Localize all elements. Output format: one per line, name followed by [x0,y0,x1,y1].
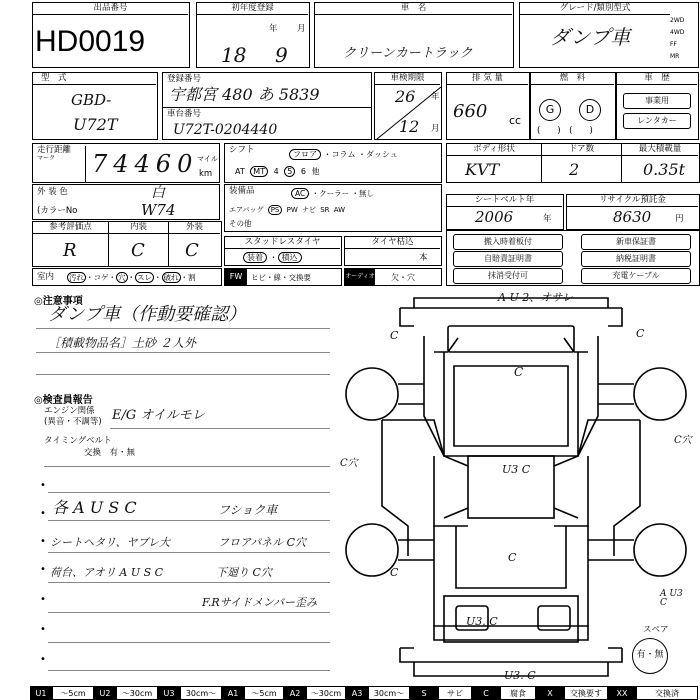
dmg-hole: 穴 [118,273,126,282]
fuel-label: 燃 料 [531,73,614,85]
legend-val-5: 30cm～ [368,686,410,700]
equip-other: その他 [229,219,252,228]
shift-floor: フロア [289,149,321,160]
insp-item-1-left: 各 A U S C [52,498,137,517]
insp-item-3-right: 下廻り C穴 [216,566,272,579]
legend-code-4: A2 [284,686,306,700]
interior-damage-items: 汚れ ・コゲ・ 穴 ・ スレ ・ 破れ ・割 [69,273,196,282]
insp-rule-2 [48,520,330,521]
exterior-color: 白 [151,185,165,201]
insp-item-2-right: フロアパネル C穴 [218,536,307,549]
mileage: 74460 [92,150,199,178]
model-code: GBD- [71,91,112,109]
score: R [63,240,77,261]
doc-cable: 充電ケーブル [581,268,691,284]
legend-val-4: ～30cm [306,686,346,700]
shift-column: コラム [331,150,356,159]
exterior-grade: C [185,240,199,261]
fuel-option-d [579,99,601,121]
exterior-grade-label: 外装 [168,222,220,234]
fw-line: 線 [273,273,281,282]
mark-left-hole: C穴 [340,458,358,469]
lot-number-label: 出品番号 [33,3,188,15]
body-type: KVT [465,160,500,179]
timing-label-2: 交換 有・無 [84,448,136,458]
engine-label: エンジン関係 [44,406,95,416]
insp-rule-6 [48,642,330,643]
mark-rear-right: A U3 C [660,589,683,608]
max-load: 0.35t [643,160,686,179]
insp-bullet-0: • [40,480,46,491]
doc-plate: 搬入時着板付 [453,234,563,250]
legend-code-0: U1 [30,686,52,700]
displacement-box [446,72,530,140]
first-registration-label: 初年度登録 [197,3,308,15]
audio-box [344,268,442,286]
shift-dash: ダッシュ [366,150,398,159]
studless-options: 装着 ・ 積込 [243,252,302,263]
legend-code-7: C [472,686,500,700]
chassis-no: U72T-0204440 [173,122,278,138]
legend-code-1: U2 [94,686,116,700]
shift-6: 6 [300,167,307,176]
insp-rule-5 [48,612,330,613]
notes-title: ◎注意事項 [34,296,83,307]
legend-code-3: A1 [222,686,244,700]
fw-label: FW [225,269,247,285]
seat-belt-box [446,194,564,230]
grade-box [519,2,699,68]
recycle-unit: 円 [675,214,684,224]
audio-hole: 穴 [407,273,415,282]
inspection-month: 12 [399,117,420,136]
displacement-label: 排 気 量 [447,73,528,85]
spare-value: 有・無 [636,650,664,660]
color-no-label: (カラーNo [37,206,78,216]
legend-val-6: サビ [438,686,472,700]
legend-val-8: 交換要す [564,686,608,700]
dmg-scuff: スレ [137,273,152,282]
studless-loaded: 積込 [278,252,302,263]
insp-item-1-right: フショク車 [218,503,278,517]
shift-other: 他 [311,167,320,176]
insp-item-2-left: シートヘタリ、ヤブレ大 [50,536,171,549]
score-divider-1 [108,234,109,266]
shift-at: AT [235,167,245,176]
interior-damage-box [32,268,222,286]
audio-missing: 欠 [391,273,399,282]
displacement: 660 [453,101,488,122]
studless-box [224,236,342,266]
fuel-paren: ( ) ( ) [537,126,593,136]
drive-mr: MR [670,53,680,60]
mark-rear-bumper: U3. C [504,669,536,682]
history-business: 事業用 [623,93,691,109]
inspector-list [40,470,340,650]
recycle-box [566,194,700,230]
grade: ダンプ車 [550,25,631,49]
tire-value: 本 [419,253,428,263]
drive-4wd: 4WD [670,29,685,36]
legend-code-2: U3 [158,686,180,700]
legend-val-2: 30cm～ [180,686,222,700]
doors: 2 [569,160,580,179]
model-label: 型 式 [33,73,156,85]
body-type-label: ボディ形状 [447,144,541,156]
mileage-digits [85,146,199,182]
doors-label: ドア数 [541,144,621,156]
reg-no: 宇都宮 480 あ 5839 [169,85,320,104]
max-load-label: 最大積載量 [621,144,698,156]
shift-label: シフト [229,145,255,155]
legend-val-0: ～5cm [52,686,94,700]
mileage-label: 走行距離 [37,145,72,155]
equip-ac: AC [291,188,309,199]
grade-label: グレード/類別型式 [520,3,670,15]
notes-rule-3 [36,374,330,375]
shift-mt: MT [250,166,268,177]
month-unit: 月 [297,24,306,34]
equip-ps: PS [268,205,283,215]
shift-box [224,143,442,183]
notes-line-1: ダンプ車（作動要確認） [48,304,247,325]
insp-item-3-left: 荷台、アオリ A U S C [50,566,164,579]
legend-val-9: 交換済 [636,686,698,700]
legend-code-5: A3 [346,686,368,700]
exterior-color-box [32,184,220,220]
insp-bullet-2: • [40,536,46,547]
fuel-box [530,72,616,140]
insp-rule-1 [48,492,330,493]
equipment-label: 装備品 [229,186,255,196]
body-type-box [446,143,700,183]
reg-no-label: 登録番号 [167,74,202,84]
first-reg-year: 18 [221,43,247,67]
score-box [32,221,222,267]
equip-airbag: エアバッグ [229,206,264,214]
car-name: クリーンカートラック [343,46,473,61]
insp-bullet-6: • [40,654,46,665]
equip-aw: AW [333,206,346,214]
equip-items-row [229,205,345,215]
fuel-d-text: D [585,103,595,116]
insp-bullet-4: • [40,594,46,605]
doc-cancel: 抹消受付可 [453,268,563,284]
score-divider-2 [168,234,169,266]
inspection-year: 26 [395,87,416,106]
equip-navi: ナビ [301,206,316,214]
recycle-label: リサイクル預託金 [567,195,698,207]
insp-rule-0 [44,466,330,467]
exterior-color-label: 外 装 色 [37,187,68,197]
diagram-top-note: A U 2、オサレ [498,291,573,304]
first-registration-box [196,2,310,68]
doc-warranty: 新車保証書 [581,234,691,250]
mileage-unit-km: km [199,169,213,179]
seat-belt-label: シートベルト年 [447,195,562,207]
shift-4: 4 [273,167,279,176]
fw-items: ヒビ・線・交換要 [251,273,311,282]
equip-cooler: クーラー [319,189,350,198]
car-name-label: 車 名 [315,3,512,15]
inspection-box [374,72,442,140]
legend-code-6: S [410,686,438,700]
inspection-year-unit: 年 [431,92,440,102]
audio-label: オーディオ [345,269,375,285]
equip-ac-row: AC ・クーラー ・無し [291,188,374,199]
shift-positions: フロア ・コラム ・ダッシュ [289,149,398,160]
mark-front-right: C [636,327,645,340]
first-reg-month: 9 [275,43,288,67]
interior-grade: C [131,240,145,261]
mark-cab: C [514,365,524,379]
model-box [32,72,158,140]
legend-val-1: ～30cm [116,686,158,700]
fw-box [224,268,342,286]
mileage-unit-mile: マイル [197,155,218,163]
score-label: 参考評価点 [33,222,108,234]
engine-label-2: (異音・不調等) [44,417,102,427]
doc-insurance: 自賠責証明書 [453,251,563,267]
engine-note: E/G オイルモレ [112,408,205,423]
model-code-2: U72T [73,115,118,134]
registration-box [162,72,372,140]
interior-grade-label: 内装 [108,222,168,234]
audio-items: 欠・穴 [391,273,415,282]
history-label: 車 歴 [617,73,697,85]
tire-box [344,236,442,266]
color-no: W74 [141,201,176,219]
drive-2wd: 2WD [670,17,685,24]
engine-rule [110,428,330,429]
car-name-box [314,2,514,68]
notes-rule-2 [36,352,330,353]
mark-front-left: C [390,329,399,342]
year-unit: 年 [269,24,278,34]
legend-code-8: X [536,686,564,700]
mark-bed: C [508,551,517,564]
inspector-title: ◎検査員報告 [34,395,93,406]
legend-val-7: 腐食 [500,686,536,700]
mark-floor: U3 C [502,463,531,476]
mark-rear-left: C [390,566,399,579]
insp-rule-4 [48,582,330,583]
dmg-crack: 割 [188,273,196,282]
insp-rule-3 [48,552,330,553]
legend-code-9: XX [608,686,636,700]
dmg-tear: 破れ [163,273,179,282]
seat-belt-unit: 年 [543,214,552,224]
history-rental: レンタカー [623,113,691,129]
recycle-amount: 8630 [613,208,652,226]
chassis-label: 車台番号 [167,109,202,119]
equipment-box [224,184,442,232]
mileage-box [32,143,220,183]
notes-rule-1 [36,328,330,329]
shift-types [235,166,320,177]
doors-divider [541,156,542,182]
spare-tire [632,638,668,674]
insp-bullet-5: • [40,624,46,635]
seat-belt-year: 2006 [475,208,514,226]
lot-number-box [32,2,190,68]
insp-rule-7 [48,670,330,671]
history-box [616,72,699,140]
equip-sr: SR [320,206,330,214]
displacement-unit: cc [509,114,522,127]
dmg-dirt: 汚れ [69,273,84,282]
reg-divider [163,107,371,108]
mark-right-hole: C穴 [674,435,692,446]
spare-label: スペア [643,625,669,635]
documents-box [446,230,700,286]
insp-item-4-right: F.Rサイドメンバー歪み [202,596,318,609]
dmg-burn: コゲ [93,273,109,282]
fuel-g-text: G [545,103,555,116]
shift-5: 5 [284,166,295,177]
insp-bullet-1: • [40,508,46,519]
doc-tax: 納税証明書 [581,251,691,267]
timing-label: タイミングベルト [44,436,112,446]
studless-label: スタッドレスタイヤ [225,237,340,249]
mark-rear-panel: U3. C [466,615,498,628]
mileage-mark: マーク [37,155,56,162]
interior-damage-label: 室内 [37,272,55,282]
notes-line-2: ［積載物品名］土砂 ２人外 [48,336,196,350]
fuel-option-g [539,99,561,121]
drive-options [670,17,698,65]
legend-val-3: ～5cm [244,686,284,700]
inspection-label: 車検期限 [375,73,440,85]
fw-crack: ヒビ [251,273,266,282]
equip-pw: PW [286,206,298,214]
insp-bullet-3: • [40,564,46,575]
equip-none: 無し [359,189,375,198]
load-divider [621,156,622,182]
studless-mounted: 装着 [243,252,267,263]
lot-number: HD0019 [35,25,146,58]
fw-replace: 交換要 [288,273,311,282]
tire-label: タイヤ枯込 [345,237,440,249]
inspection-month-unit: 月 [431,124,440,134]
drive-ff: FF [670,41,677,48]
